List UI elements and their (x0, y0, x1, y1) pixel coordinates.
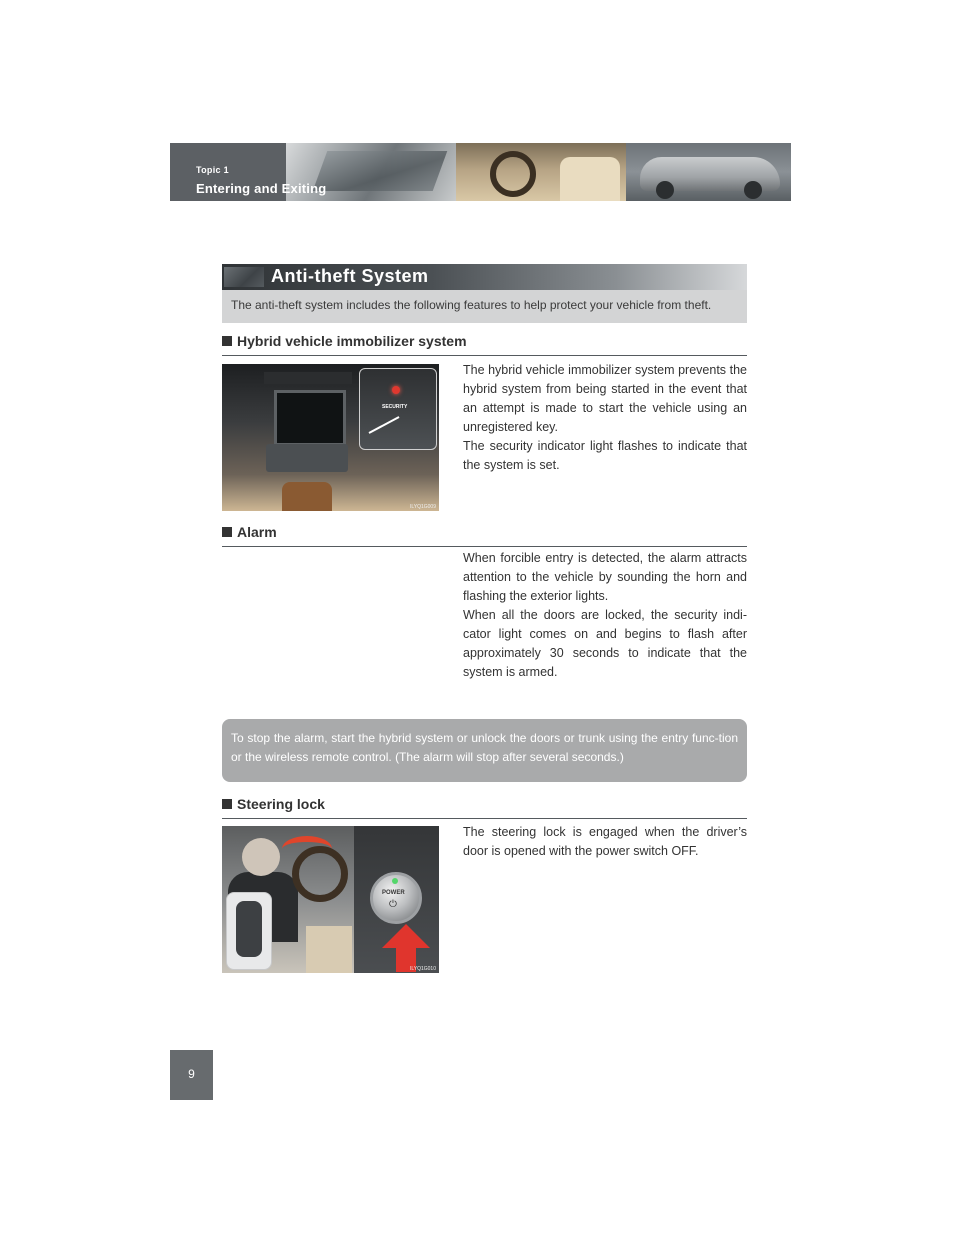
steering-paragraph: The steering lock is engaged when the driver’s door is opened with the power switch OFF. (463, 825, 747, 858)
security-indicator-light-icon (392, 386, 400, 394)
square-bullet-icon (222, 527, 232, 537)
immobilizer-paragraph: The hybrid vehicle immobilizer system prevents the hybrid system from being started in the event that an attempt is made to start the vehicle using an unregistered key. (463, 363, 747, 434)
power-label: POWER (382, 890, 405, 896)
alarm-paragraph: When forcible entry is detected, the alarm attracts attention to the vehicle by sounding the horn and flashing the exterior lights. (463, 551, 747, 603)
smart-key-body (236, 901, 262, 957)
banner-door-glass (313, 151, 448, 191)
immobilizer-heading-text: Hybrid vehicle immobilizer system (237, 333, 467, 349)
banner-car-wheel (744, 181, 762, 199)
steering-figure (222, 826, 439, 973)
driver-head (242, 838, 280, 876)
section-intro: The anti-theft system includes the following features to help protect your vehicle from theft. (222, 290, 747, 323)
page-number-tab (170, 1050, 213, 1100)
note-box (222, 719, 747, 782)
banner-car-wheel (656, 181, 674, 199)
figure-code: ILYQ1G009 (409, 504, 436, 510)
navigation-screen (274, 390, 346, 446)
alarm-heading (222, 524, 747, 547)
steering-body (463, 823, 747, 861)
page-number: 9 (188, 1067, 195, 1081)
note-text: To stop the alarm, start the hybrid system or unlock the doors or trunk using the entry func-tion or the wireless remote control. (The alarm will stop after several seconds.) (231, 731, 738, 764)
rotation-arrow-icon (282, 836, 332, 862)
topic-title: Entering and Exiting (196, 181, 327, 196)
figure-code: ILYQ1G010 (409, 966, 436, 972)
alarm-body (463, 549, 747, 682)
alarm-paragraph: When all the doors are locked, the security indi-cator light comes on and begins to flash after approximately 30 seconds to indicate that the system is armed. (463, 608, 747, 679)
banner-steering-wheel (490, 151, 536, 197)
immobilizer-paragraph: The security indicator light flashes to indicate that the system is set. (463, 439, 747, 472)
section-header (222, 264, 747, 290)
steering-heading-text: Steering lock (237, 796, 325, 812)
immobilizer-heading (222, 333, 747, 356)
square-bullet-icon (222, 799, 232, 809)
control-panel (266, 444, 348, 472)
topic-label: Topic 1 (196, 165, 229, 175)
alarm-heading-text: Alarm (237, 524, 277, 540)
immobilizer-figure (222, 364, 439, 511)
square-bullet-icon (222, 336, 232, 346)
smart-key-icon (226, 892, 272, 970)
steering-heading (222, 796, 747, 819)
dashboard-vents (264, 372, 352, 384)
immobilizer-body (463, 361, 747, 475)
section-title: Anti-theft System (271, 266, 429, 286)
power-symbol-icon: ⏻ (389, 899, 397, 910)
banner-seat (560, 157, 620, 201)
wood-trim (282, 482, 332, 511)
center-console (306, 926, 352, 973)
press-arrow-icon (382, 924, 430, 948)
security-label: SECURITY (382, 404, 408, 410)
section-thumbnail (224, 267, 264, 287)
power-indicator-light (392, 878, 398, 884)
